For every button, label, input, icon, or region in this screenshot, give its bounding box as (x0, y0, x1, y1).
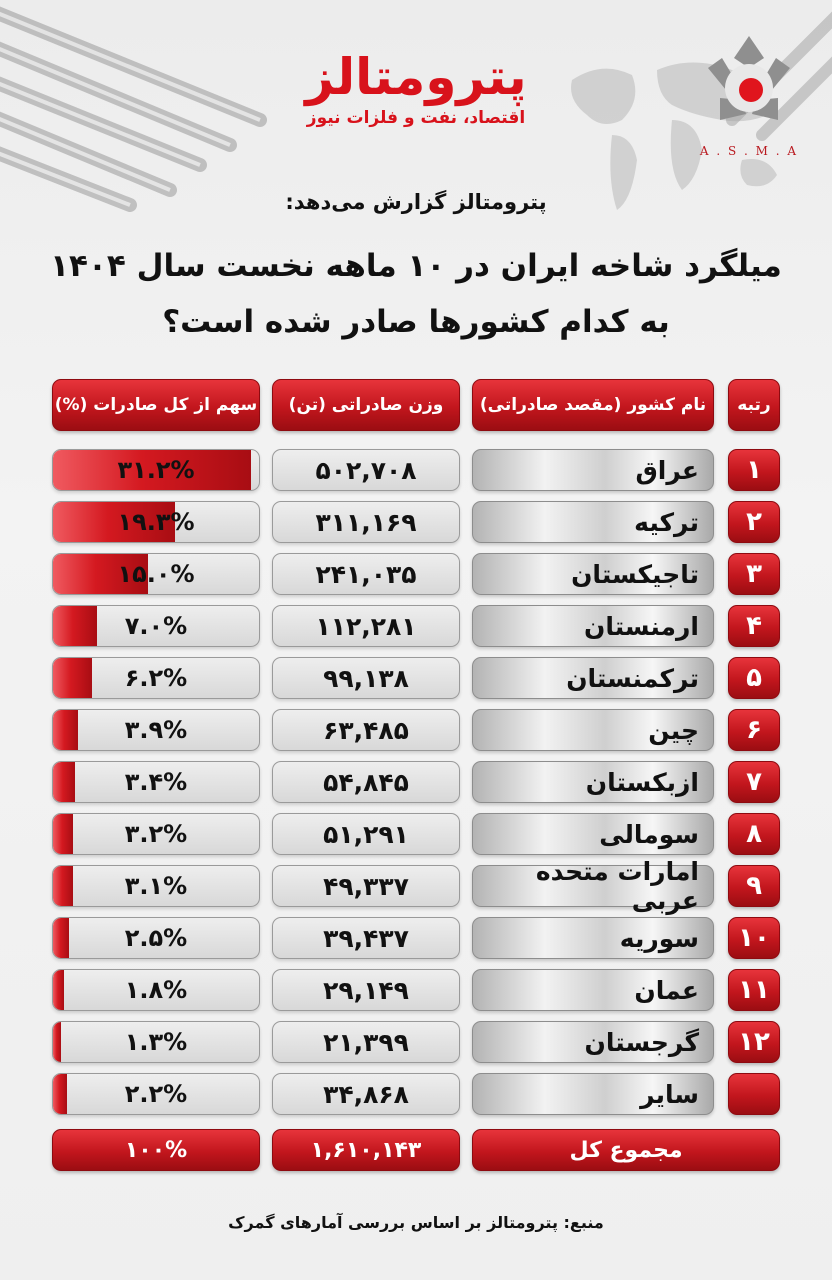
share-value: ۱.۳% (124, 1028, 188, 1056)
country-cell (472, 761, 714, 803)
rank-badge: ۱۲ (728, 1021, 780, 1063)
rank-badge: ۵ (728, 657, 780, 699)
country-name: ارمنستان (583, 611, 699, 641)
country-name: ترکیه (634, 507, 699, 537)
rank-badge (728, 1073, 780, 1115)
brand-header (0, 48, 832, 128)
title-line-1: میلگرد شاخه ایران در ۱۰ ماهه نخست سال ۱۴۰۴ (50, 248, 782, 284)
country-cell (472, 449, 714, 491)
table-row (52, 809, 780, 861)
rank-badge: ۸ (728, 813, 780, 855)
share-bar (52, 969, 260, 1011)
weight-value: ۶۳,۴۸۵ (272, 709, 460, 751)
country-name: سومالی (599, 819, 699, 849)
table-body (52, 445, 780, 1121)
share-bar (52, 865, 260, 907)
table-total-row (52, 1125, 780, 1177)
share-value: ۶.۲% (124, 664, 188, 692)
country-cell (472, 709, 714, 751)
table-row (52, 497, 780, 549)
weight-value: ۵۰۲,۷۰۸ (272, 449, 460, 491)
country-cell (472, 1073, 714, 1115)
share-bar (52, 501, 260, 543)
total-weight: ۱,۶۱۰,۱۴۳ (272, 1129, 460, 1171)
table-row (52, 757, 780, 809)
share-value: ۱۹.۳% (117, 508, 195, 536)
table-row (52, 601, 780, 653)
weight-value: ۳۴,۸۶۸ (272, 1073, 460, 1115)
country-name: عراق (635, 455, 699, 485)
share-bar (52, 917, 260, 959)
share-value: ۱.۸% (124, 976, 188, 1004)
share-bar (52, 605, 260, 647)
header-country: نام کشور (مقصد صادراتی) (472, 379, 714, 431)
country-cell (472, 553, 714, 595)
rank-badge: ۹ (728, 865, 780, 907)
country-name: تاجیکستان (571, 559, 699, 589)
country-name: عمان (634, 975, 699, 1005)
table-row (52, 965, 780, 1017)
rank-badge: ۴ (728, 605, 780, 647)
country-name: گرجستان (584, 1027, 699, 1057)
weight-value: ۵۴,۸۴۵ (272, 761, 460, 803)
table-row (52, 705, 780, 757)
share-value: ۷.۰% (124, 612, 188, 640)
total-label: مجموع کل (472, 1129, 780, 1171)
rank-badge: ۱۱ (728, 969, 780, 1011)
share-value: ۱۵.۰% (117, 560, 195, 588)
rank-badge: ۱ (728, 449, 780, 491)
share-value: ۳.۴% (124, 768, 188, 796)
rank-badge: ۶ (728, 709, 780, 751)
brand-logo: پترومتالز (305, 48, 527, 106)
weight-value: ۱۱۲,۲۸۱ (272, 605, 460, 647)
weight-value: ۲۴۱,۰۳۵ (272, 553, 460, 595)
country-cell (472, 501, 714, 543)
table-row (52, 445, 780, 497)
weight-value: ۲۹,۱۴۹ (272, 969, 460, 1011)
share-bar (52, 1073, 260, 1115)
share-bar (52, 761, 260, 803)
country-name: سوریه (619, 923, 699, 953)
share-bar (52, 709, 260, 751)
country-cell (472, 969, 714, 1011)
table-row (52, 913, 780, 965)
page-title (0, 238, 832, 350)
rank-badge: ۳ (728, 553, 780, 595)
country-cell (472, 1021, 714, 1063)
brand-tagline: اقتصاد، نفت و فلزات نیوز (306, 108, 526, 128)
rank-badge: ۷ (728, 761, 780, 803)
title-line-2: به کدام کشورها صادر شده است؟ (162, 304, 670, 340)
weight-value: ۳۱۱,۱۶۹ (272, 501, 460, 543)
weight-value: ۹۹,۱۳۸ (272, 657, 460, 699)
share-value: ۳۱.۲% (117, 456, 195, 484)
asma-logo-text: A . S . M . A (699, 144, 799, 158)
country-name: امارات متحده عربی (535, 857, 699, 915)
share-value: ۳.۲% (124, 820, 188, 848)
header-weight: وزن صادراتی (تن) (272, 379, 460, 431)
table-row (52, 857, 780, 915)
header-share: سهم از کل صادرات (%) (52, 379, 260, 431)
share-value: ۲.۵% (124, 924, 188, 952)
weight-value: ۳۹,۴۳۷ (272, 917, 460, 959)
country-cell (472, 917, 714, 959)
country-cell (472, 813, 714, 855)
country-cell (472, 857, 714, 915)
country-name: ازبکستان (585, 767, 699, 797)
weight-value: ۲۱,۳۹۹ (272, 1021, 460, 1063)
total-share: ۱۰۰% (52, 1129, 260, 1171)
country-cell (472, 605, 714, 647)
share-bar (52, 1021, 260, 1063)
rank-badge: ۱۰ (728, 917, 780, 959)
source-note: منبع: پترومتالز بر اساس بررسی آمارهای گمرک (228, 1213, 604, 1232)
share-bar (52, 813, 260, 855)
table-header-row (52, 379, 780, 435)
intro-text: پترومتالز گزارش می‌دهد: (285, 190, 547, 214)
rank-badge: ۲ (728, 501, 780, 543)
share-value: ۲.۲% (124, 1080, 188, 1108)
share-value: ۳.۹% (124, 716, 188, 744)
table-row (52, 653, 780, 705)
weight-value: ۵۱,۲۹۱ (272, 813, 460, 855)
country-name: چین (648, 715, 699, 745)
share-bar (52, 449, 260, 491)
table-row (52, 1069, 780, 1121)
share-bar (52, 657, 260, 699)
table-row (52, 1017, 780, 1069)
export-table (52, 379, 780, 1177)
header-rank: رتبه (728, 379, 780, 431)
table-row (52, 549, 780, 601)
country-name: ترکمنستان (566, 663, 699, 693)
share-value: ۳.۱% (124, 872, 188, 900)
share-bar (52, 553, 260, 595)
weight-value: ۴۹,۳۳۷ (272, 865, 460, 907)
country-cell (472, 657, 714, 699)
country-name: سایر (640, 1079, 699, 1109)
